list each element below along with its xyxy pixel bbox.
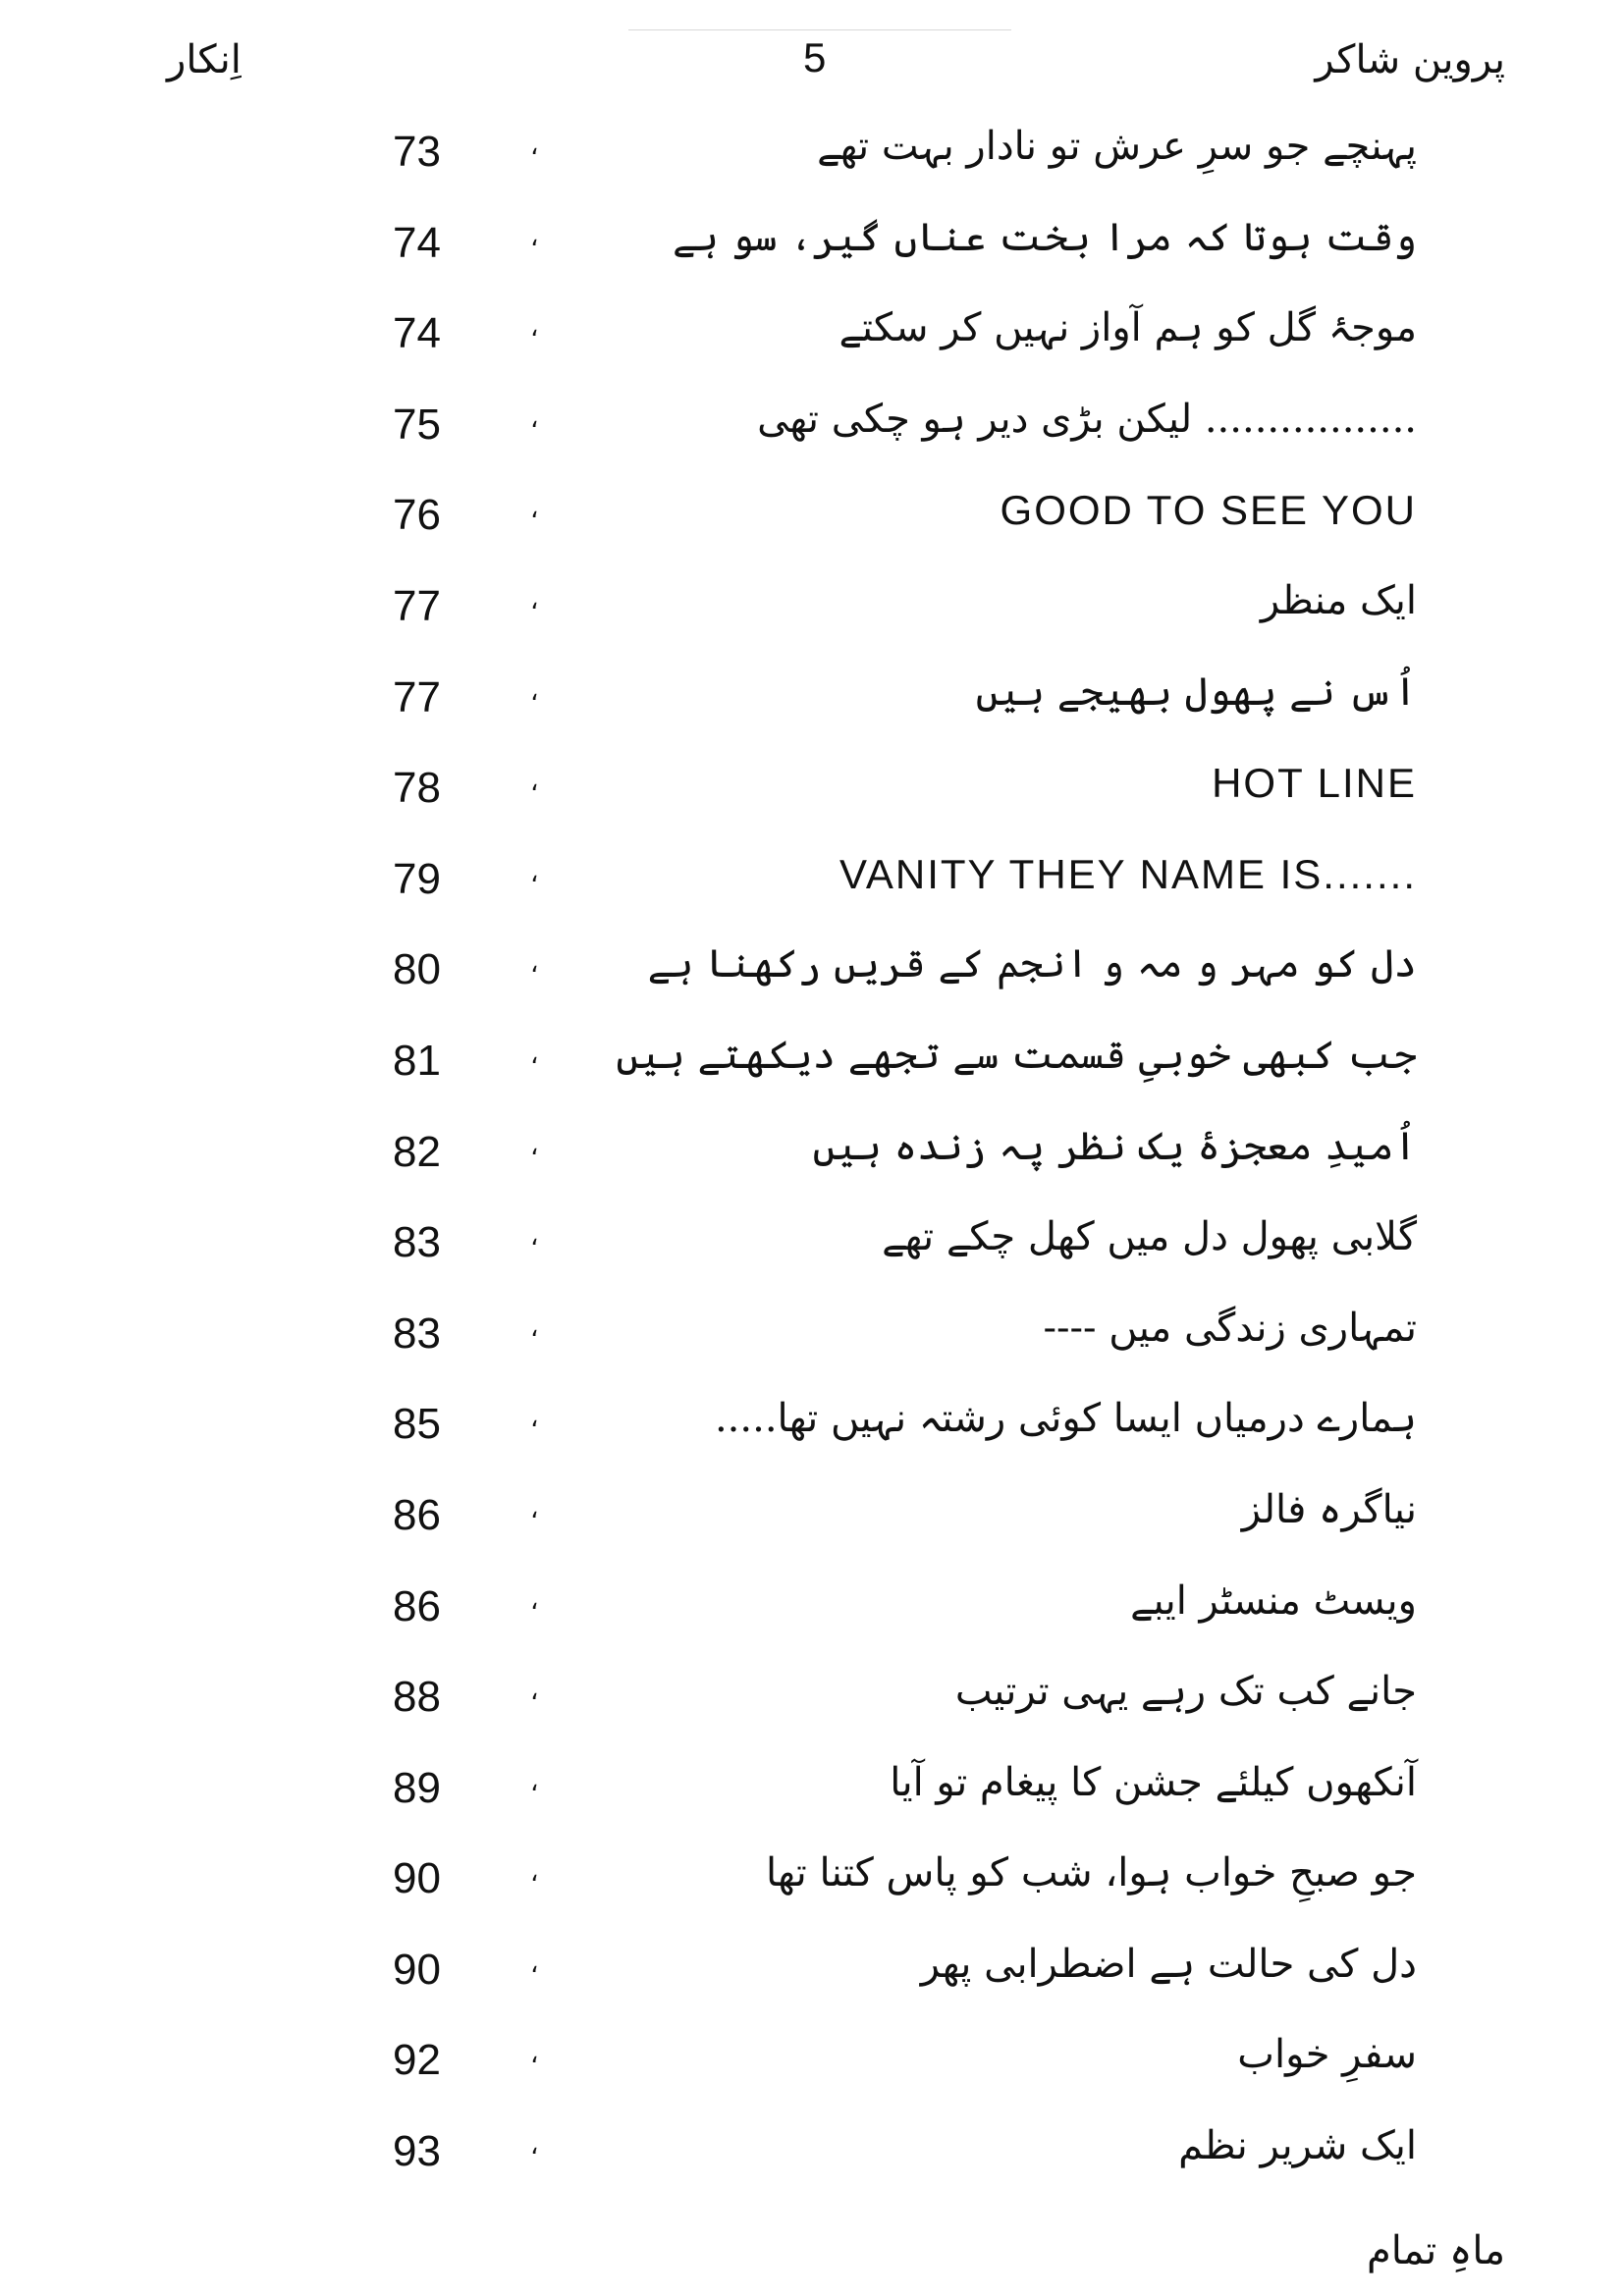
toc-entry-separator: ، xyxy=(530,585,539,615)
toc-entry-separator: ، xyxy=(530,1312,539,1343)
toc-entry-title: جو صبحِ خواب ہوا، شب کو پاس کتنا تھا xyxy=(765,1850,1417,1896)
toc-entry xyxy=(0,1390,1623,1481)
toc-entry xyxy=(0,1573,1623,1664)
toc-entry-page: 77 xyxy=(393,581,441,630)
author-name: پروین شاکر xyxy=(1315,37,1505,82)
toc-entry-page: 86 xyxy=(393,1581,441,1630)
toc-entry xyxy=(0,1481,1623,1573)
toc-entry-title: پہنچے جو سرِ عرش تو نادار بہت تھے xyxy=(817,124,1417,169)
toc-entry-page: 79 xyxy=(393,854,441,903)
toc-entry-separator: ، xyxy=(530,1767,539,1797)
toc-entry-page: 83 xyxy=(393,1218,441,1267)
toc-entry xyxy=(0,2026,1623,2117)
toc-entry-page: 74 xyxy=(393,218,441,267)
toc-entry xyxy=(0,1754,1623,1845)
toc-entry-separator: ، xyxy=(530,858,539,888)
toc-entry xyxy=(0,1936,1623,2027)
toc-entry-page: 76 xyxy=(393,491,441,540)
toc-entry-page: 86 xyxy=(393,1490,441,1539)
toc-entry-title: موجۂ گل کو ہم آواز نہیں کر سکتے xyxy=(839,305,1417,351)
toc-entry-title: گلابی پھول دل میں کھل چکے تھے xyxy=(882,1214,1417,1260)
toc-entry xyxy=(0,1027,1623,1118)
toc-entry-title: ................. لیکن بڑی دیر ہو چکی تھی xyxy=(757,396,1417,442)
toc-entry-separator: ، xyxy=(530,313,539,344)
toc-entry-title: ویسٹ منسٹر ایبے xyxy=(1130,1577,1417,1624)
toc-entry-page: 89 xyxy=(393,1763,441,1812)
toc-entry xyxy=(0,935,1623,1027)
toc-entry-separator: ، xyxy=(530,1677,539,1707)
toc-entry-title: آنکھوں کیلئے جشن کا پیغام تو آیا xyxy=(890,1759,1417,1805)
toc-entry-title: ایک شریر نظم xyxy=(1178,2123,1417,2169)
toc-entry-page: 92 xyxy=(393,2036,441,2085)
toc-entry xyxy=(0,1208,1623,1300)
toc-entry-title: دل کو مہر و مہ و انجم کے قریں رکھنا ہے xyxy=(647,941,1417,988)
table-of-contents xyxy=(0,118,1623,2209)
toc-entry-title: جب کبھی خوبیِ قسمت سے تجھے دیکھتے ہیں xyxy=(616,1032,1417,1078)
toc-entry-page: 90 xyxy=(393,1854,441,1903)
toc-entry-separator: ، xyxy=(530,1131,539,1161)
toc-entry-separator: ، xyxy=(530,1404,539,1434)
toc-entry-separator: ، xyxy=(530,1494,539,1524)
toc-entry-page: 81 xyxy=(393,1036,441,1085)
header-rule xyxy=(628,29,1011,30)
toc-entry xyxy=(0,1844,1623,1936)
toc-entry-title: تمہاری زندگی میں ---- xyxy=(1043,1305,1417,1351)
toc-entry-title: اُس نے پھول بھیجے ہیں xyxy=(975,668,1417,715)
toc-entry-page: 88 xyxy=(393,1673,441,1722)
toc-entry-separator: ، xyxy=(530,1858,539,1889)
toc-entry-separator: ، xyxy=(530,1222,539,1253)
section-title: ماہِ تمام xyxy=(1367,2228,1505,2273)
toc-entry-separator: ، xyxy=(530,495,539,525)
toc-entry xyxy=(0,664,1623,755)
toc-entry-separator: ، xyxy=(530,1585,539,1616)
toc-entry-separator: ، xyxy=(530,222,539,252)
toc-entry-separator: ، xyxy=(530,132,539,161)
toc-entry-title: نیاگرہ فالز xyxy=(1241,1486,1417,1532)
toc-entry xyxy=(0,754,1623,845)
toc-entry-page: 73 xyxy=(393,128,441,176)
toc-entry-separator: ، xyxy=(530,768,539,798)
toc-entry-page: 77 xyxy=(393,672,441,721)
page-number: 5 xyxy=(803,34,827,80)
toc-entry-title: ایک منظر xyxy=(1260,577,1417,623)
toc-entry xyxy=(0,391,1623,482)
toc-entry-page: 85 xyxy=(393,1400,441,1449)
toc-entry xyxy=(0,1118,1623,1209)
toc-entry-title: VANITY THEY NAME IS....... xyxy=(839,850,1417,897)
toc-entry-separator: ، xyxy=(530,676,539,707)
toc-entry-title: دل کی حالت ہے اضطرابی پھر xyxy=(920,1941,1417,1987)
book-title: اِنکار xyxy=(167,37,242,82)
toc-entry-page: 80 xyxy=(393,945,441,994)
toc-entry-separator: ، xyxy=(530,1949,539,1979)
toc-entry-separator: ، xyxy=(530,2131,539,2162)
toc-entry-page: 75 xyxy=(393,400,441,449)
toc-entry xyxy=(0,2117,1623,2209)
toc-entry-separator: ، xyxy=(530,1040,539,1070)
toc-entry xyxy=(0,209,1623,300)
toc-entry-title: ہمارے درمیاں ایسا کوئی رشتہ نہیں تھا..... xyxy=(714,1396,1417,1442)
toc-entry xyxy=(0,845,1623,936)
toc-entry-separator: ، xyxy=(530,403,539,434)
toc-entry xyxy=(0,299,1623,391)
toc-entry xyxy=(0,1663,1623,1754)
toc-entry xyxy=(0,572,1623,664)
toc-entry-page: 74 xyxy=(393,309,441,358)
toc-entry-separator: ، xyxy=(530,2040,539,2070)
toc-entry-page: 90 xyxy=(393,1945,441,1994)
toc-entry-title: جانے کب تک رہے یہی ترتیب xyxy=(954,1669,1417,1715)
toc-entry-title: اُمیدِ معجزۂ یک نظر پہ زندہ ہیں xyxy=(812,1123,1417,1169)
toc-entry-title: وقت ہوتا کہ مرا بخت عناں گیر، سو ہے xyxy=(673,214,1417,260)
toc-entry-page: 83 xyxy=(393,1308,441,1358)
page-header xyxy=(0,29,1623,108)
toc-entry xyxy=(0,118,1623,209)
toc-entry xyxy=(0,481,1623,572)
toc-entry-title: HOT LINE xyxy=(1212,760,1417,807)
toc-entry xyxy=(0,1300,1623,1391)
toc-entry-title: سفرِ خواب xyxy=(1237,2032,1417,2078)
toc-entry-page: 82 xyxy=(393,1127,441,1176)
toc-entry-page: 93 xyxy=(393,2127,441,2176)
toc-entry-page: 78 xyxy=(393,764,441,813)
toc-entry-separator: ، xyxy=(530,949,539,980)
toc-entry-title: GOOD TO SEE YOU xyxy=(1000,487,1417,534)
